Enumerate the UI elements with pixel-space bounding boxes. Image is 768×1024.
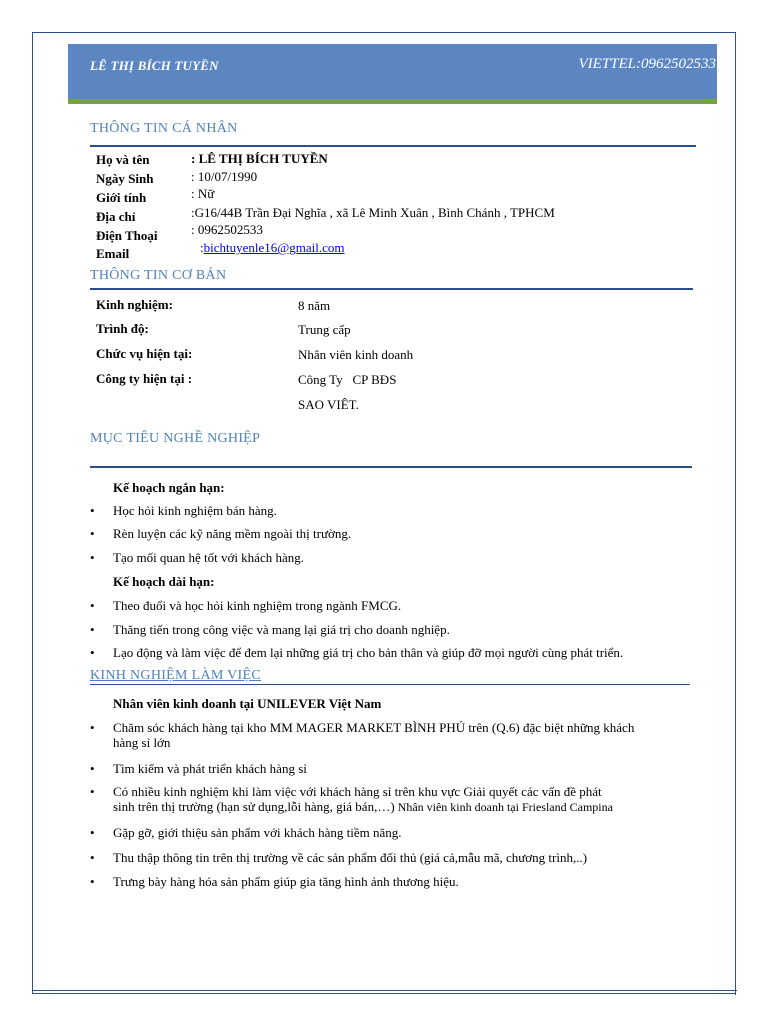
label-full-name: Họ và tên bbox=[96, 152, 150, 167]
value-position: Nhân viên kinh doanh bbox=[298, 347, 414, 362]
section-divider bbox=[90, 684, 690, 685]
label-company: Công ty hiện tại : bbox=[96, 371, 193, 386]
value-email bbox=[200, 240, 344, 256]
label-birthdate: Ngày Sinh bbox=[96, 171, 154, 186]
section-title-experience: KINH NGHIỆM LÀM VIỆC bbox=[90, 668, 262, 683]
section-divider bbox=[90, 288, 693, 290]
label-education: Trình độ: bbox=[96, 321, 149, 336]
value-experience: 8 năm bbox=[298, 298, 331, 313]
value-company-cont: SAO VIÊT. bbox=[298, 397, 359, 412]
subheading-long-term: Kế hoạch dài hạn: bbox=[113, 574, 215, 589]
list-item: • Tạo mối quan hệ tốt với khách hàng. bbox=[90, 550, 304, 565]
section-title-personal: THÔNG TIN CÁ NHÂN bbox=[90, 121, 238, 136]
list-item: • Lạo động và làm việc để đem lại những giá trị cho bản thân và giúp đỡ mọi người cùng phát triển. bbox=[90, 645, 624, 660]
list-item: • Có nhiều kinh nghiệm khi làm việc với khách hàng sỉ trên khu vực Giải quyết các vấn đề phát sinh trên thị trường (hạn sử dụng,lỗi hàng, giá bán,…) Nhân viên kinh doanh tại Friesland Campina bbox=[90, 784, 613, 814]
list-item: • Gặp gỡ, giới thiệu sản phẩm với khách hàng tiềm năng. bbox=[90, 825, 402, 840]
header-name: LÊ THỊ BÍCH TUYỀN bbox=[90, 58, 219, 73]
header-accent-strip bbox=[68, 99, 717, 104]
list-item: • Trưng bày hàng hóa sản phẩm giúp gia tăng hình ảnh thương hiệu. bbox=[90, 874, 459, 889]
value-gender: : Nữ bbox=[191, 186, 215, 201]
value-phone: : 0962502533 bbox=[191, 222, 263, 237]
section-divider bbox=[90, 466, 692, 468]
label-email: Email bbox=[96, 246, 130, 261]
value-education: Trung cấp bbox=[298, 322, 351, 337]
email-link[interactable]: bichtuyenle16@gmail.com bbox=[203, 240, 345, 255]
list-item: • Theo đuổi và học hỏi kinh nghiệm trong ngành FMCG. bbox=[90, 598, 402, 613]
label-phone: Điện Thoại bbox=[96, 228, 158, 243]
page-frame-right bbox=[735, 33, 736, 995]
list-item: • Rèn luyện các kỹ năng mềm ngoài thị trường. bbox=[90, 526, 352, 541]
value-full-name: : LÊ THỊ BÍCH TUYỀN bbox=[191, 151, 328, 166]
list-item: • Thăng tiến trong công việc và mang lại giá trị cho doanh nghiệp. bbox=[90, 622, 450, 637]
list-item: • Học hỏi kinh nghiệm bán hàng. bbox=[90, 503, 277, 518]
label-address: Địa chỉ bbox=[96, 209, 136, 224]
list-item: • Thu thập thông tin trên thị trường về các sản phẩm đối thủ (giá cả,mẫu mã, chương trình,..) bbox=[90, 850, 588, 865]
section-divider bbox=[90, 145, 696, 147]
page-frame-bottom bbox=[32, 990, 737, 991]
value-address: :G16/44B Trần Đại Nghĩa , xã Lê Minh Xuân , Bình Chánh , TPHCM bbox=[191, 205, 555, 220]
subheading-short-term: Kế hoạch ngắn hạn: bbox=[113, 480, 225, 495]
email-prefix: : bbox=[200, 240, 204, 255]
list-item: • Chăm sóc khách hàng tại kho MM MAGER MARKET BÌNH PHÚ trên (Q.6) đặc biệt những khách hàng sỉ lớn bbox=[90, 720, 635, 750]
subheading-job: Nhân viên kinh doanh tại UNILEVER Việt Nam bbox=[113, 696, 382, 711]
value-company: Công Ty CP BĐS bbox=[298, 372, 397, 387]
label-gender: Giới tính bbox=[96, 190, 147, 205]
label-experience: Kinh nghiệm: bbox=[96, 297, 173, 312]
header-phone: VIETTEL:0962502533 bbox=[578, 56, 716, 72]
section-title-goals: MỤC TIÊU NGHỀ NGHIỆP bbox=[90, 431, 261, 446]
list-item: • Tìm kiếm và phát triển khách hàng sỉ bbox=[90, 761, 307, 776]
value-birthdate: : 10/07/1990 bbox=[191, 169, 258, 184]
label-position: Chức vụ hiện tại: bbox=[96, 346, 193, 361]
section-title-basic: THÔNG TIN CƠ BẢN bbox=[90, 268, 227, 283]
